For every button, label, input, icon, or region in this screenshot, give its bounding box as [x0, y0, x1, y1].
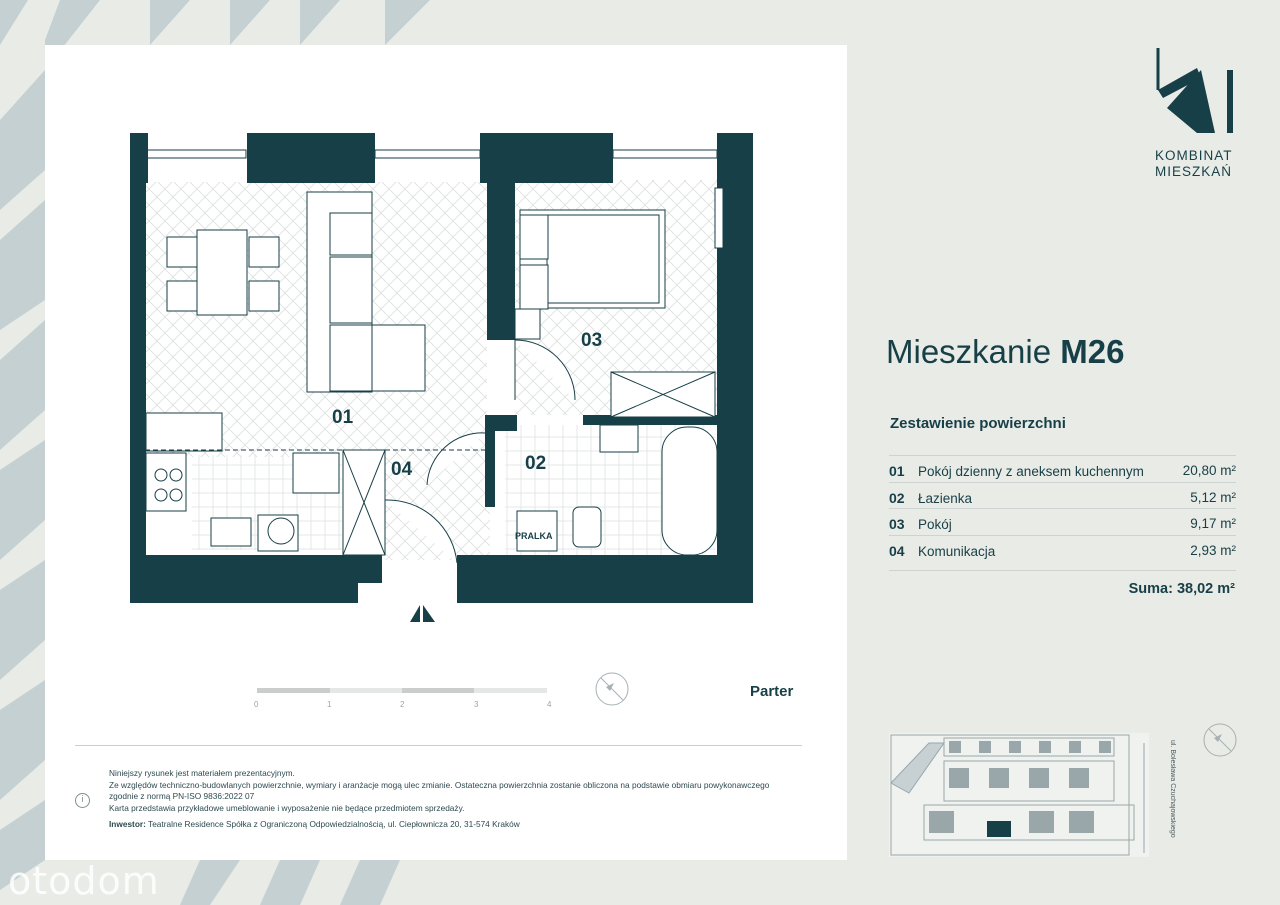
area-name: Pokój dzienny z aneksem kuchennym	[918, 464, 1144, 479]
sum-divider	[889, 570, 1236, 571]
scale-label: 4	[547, 700, 552, 709]
disclaimer-line: Ze względów techniczno-budowlanych powierzchnie, wymiary i aranżacje mogą ulec zmianie. Ostateczna powierzchnia zostanie obliczona na podstawie obmiaru powykonawczego zgodnie z normą PN-ISO 9836:2022 07	[109, 779, 770, 801]
areas-heading: Zestawienie powierzchni	[890, 415, 1066, 432]
brand-line: MIESZKAŃ	[1155, 164, 1233, 179]
area-name: Pokój	[918, 517, 952, 532]
scale-label: 0	[254, 700, 259, 709]
room-label-03: 03	[581, 330, 603, 351]
floor-plan-sheet	[45, 45, 847, 860]
room-label-01: 01	[332, 407, 354, 428]
area-row	[889, 535, 1236, 562]
floor-plan-drawing	[45, 45, 847, 860]
scale-numbers	[252, 700, 552, 712]
scale-label: 3	[474, 700, 479, 709]
page-title	[886, 333, 1124, 371]
brand-logo-icon	[1155, 48, 1235, 134]
room-label-04: 04	[391, 459, 413, 480]
investor-text: Teatralne Residence Spółka z Ograniczoną Odpowiedzialnością, ul. Ciepłownicza 20, 31-574 Kraków	[148, 819, 520, 829]
area-row	[889, 455, 1236, 482]
apartment-code: M26	[1060, 333, 1125, 370]
washer-label: PRALKA	[515, 531, 553, 541]
investor-label: Inwestor:	[109, 819, 146, 829]
area-row	[889, 482, 1236, 509]
area-name: Łazienka	[918, 490, 973, 506]
brand-name	[1155, 148, 1245, 180]
area-value: 9,17 m²	[1190, 516, 1236, 531]
investor-line	[109, 819, 789, 831]
info-icon: i	[75, 793, 90, 808]
area-value: 2,93 m²	[1190, 542, 1236, 558]
area-value: 20,80 m²	[1182, 463, 1236, 478]
title-prefix: Mieszkanie	[886, 333, 1052, 370]
area-name: Komunikacja	[918, 543, 996, 559]
area-value: 5,12 m²	[1190, 489, 1236, 505]
area-number: 04	[889, 542, 905, 559]
disclaimer-line: Niniejszy rysunek jest materiałem prezentacyjnym.	[109, 768, 295, 778]
area-sum: Suma: 38,02 m²	[1128, 581, 1235, 597]
site-map	[889, 733, 1149, 857]
area-number: 01	[889, 463, 905, 479]
site-compass-icon	[1202, 722, 1238, 758]
scale-label: 2	[400, 700, 405, 709]
scale-label: 1	[327, 700, 332, 709]
divider	[75, 745, 802, 746]
area-number: 02	[889, 489, 905, 506]
compass-icon	[594, 671, 630, 707]
area-row	[889, 508, 1236, 535]
floor-label: Parter	[750, 683, 794, 700]
room-label-02: 02	[525, 453, 547, 474]
area-table	[889, 455, 1236, 561]
brand-line: KOMBINAT	[1155, 148, 1233, 163]
watermark-logo: otodom	[8, 859, 160, 903]
area-number: 03	[889, 516, 905, 532]
disclaimer	[109, 768, 789, 831]
street-label: ul. Bolesława Czuchajowskiego	[1169, 740, 1176, 838]
disclaimer-line: Karta przedstawia przykładowe umeblowanie i wyposażenie nie będące przedmiotem sprzedaży.	[109, 802, 465, 813]
